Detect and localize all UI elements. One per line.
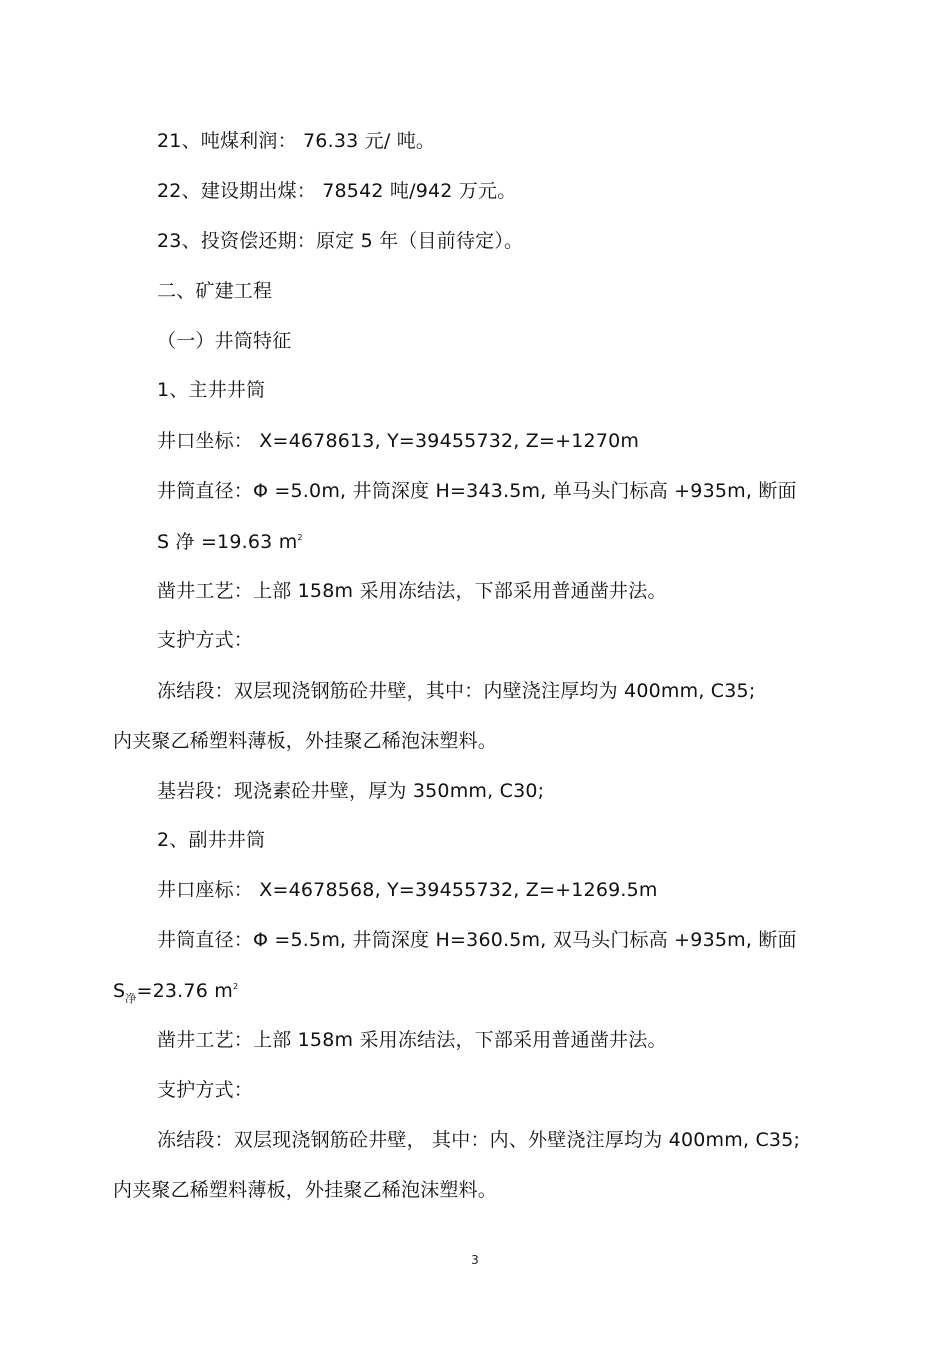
aux-shaft-area-subscript: 净 <box>125 991 137 1005</box>
section-heading: 二、矿建工程 <box>157 280 273 302</box>
item-heading-main-shaft: 1、主井井筒 <box>157 379 266 401</box>
paragraph-23: 23、投资偿还期：原定 5 年（目前待定）。 <box>157 230 524 252</box>
subsection-heading: （一）井筒特征 <box>157 330 292 352</box>
aux-shaft-area-text: =23.76 m <box>136 980 233 1002</box>
paragraph-22: 22、建设期出煤： 78542 吨/942 万元。 <box>157 180 517 202</box>
item-heading-auxiliary-shaft: 2、副井井筒 <box>157 829 266 851</box>
aux-shaft-area-s: S <box>113 980 126 1002</box>
aux-shaft-frozen-section-cont: 内夹聚乙稀塑料薄板，外挂聚乙稀泡沫塑料。 <box>113 1179 498 1201</box>
main-shaft-sinking-method: 凿井工艺：上部 158m 采用冻结法，下部采用普通凿井法。 <box>157 580 667 602</box>
main-shaft-frozen-section-cont: 内夹聚乙稀塑料薄板，外挂聚乙稀泡沫塑料。 <box>113 730 498 752</box>
aux-shaft-support-heading: 支护方式： <box>157 1079 254 1101</box>
main-shaft-area-text: S 净 =19.63 m <box>157 531 298 553</box>
main-shaft-bedrock-section: 基岩段：现浇素砼井壁，厚为 350mm, C30; <box>157 780 545 802</box>
main-shaft-support-heading: 支护方式： <box>157 629 254 651</box>
aux-shaft-sinking-method: 凿井工艺：上部 158m 采用冻结法，下部采用普通凿井法。 <box>157 1029 667 1051</box>
main-shaft-section-area <box>157 529 303 555</box>
paragraph-21: 21、吨煤利润： 76.33 元/ 吨。 <box>157 130 436 152</box>
main-shaft-diameter: 井筒直径：Φ =5.0m, 井筒深度 H=343.5m, 单马头门标高 +935m, 断面 <box>157 480 797 502</box>
main-shaft-area-superscript: 2 <box>297 533 303 542</box>
aux-shaft-section-area <box>113 978 238 1012</box>
aux-shaft-diameter: 井筒直径：Φ =5.5m, 井筒深度 H=360.5m, 双马头门标高 +935m, 断面 <box>157 929 797 951</box>
aux-shaft-area-superscript: 2 <box>232 982 239 991</box>
page-number: 3 <box>471 1253 479 1267</box>
aux-shaft-coordinates: 井口座标： X=4678568, Y=39455732, Z=+1269.5m <box>157 879 658 901</box>
aux-shaft-frozen-section: 冻结段：双层现浇钢筋砼井壁， 其中：内、外壁浇注厚均为 400mm, C35; <box>157 1129 801 1151</box>
main-shaft-coordinates: 井口坐标： X=4678613, Y=39455732, Z=+1270m <box>157 430 640 452</box>
main-shaft-frozen-section: 冻结段：双层现浇钢筋砼井壁，其中：内壁浇注厚均为 400mm, C35; <box>157 680 756 702</box>
